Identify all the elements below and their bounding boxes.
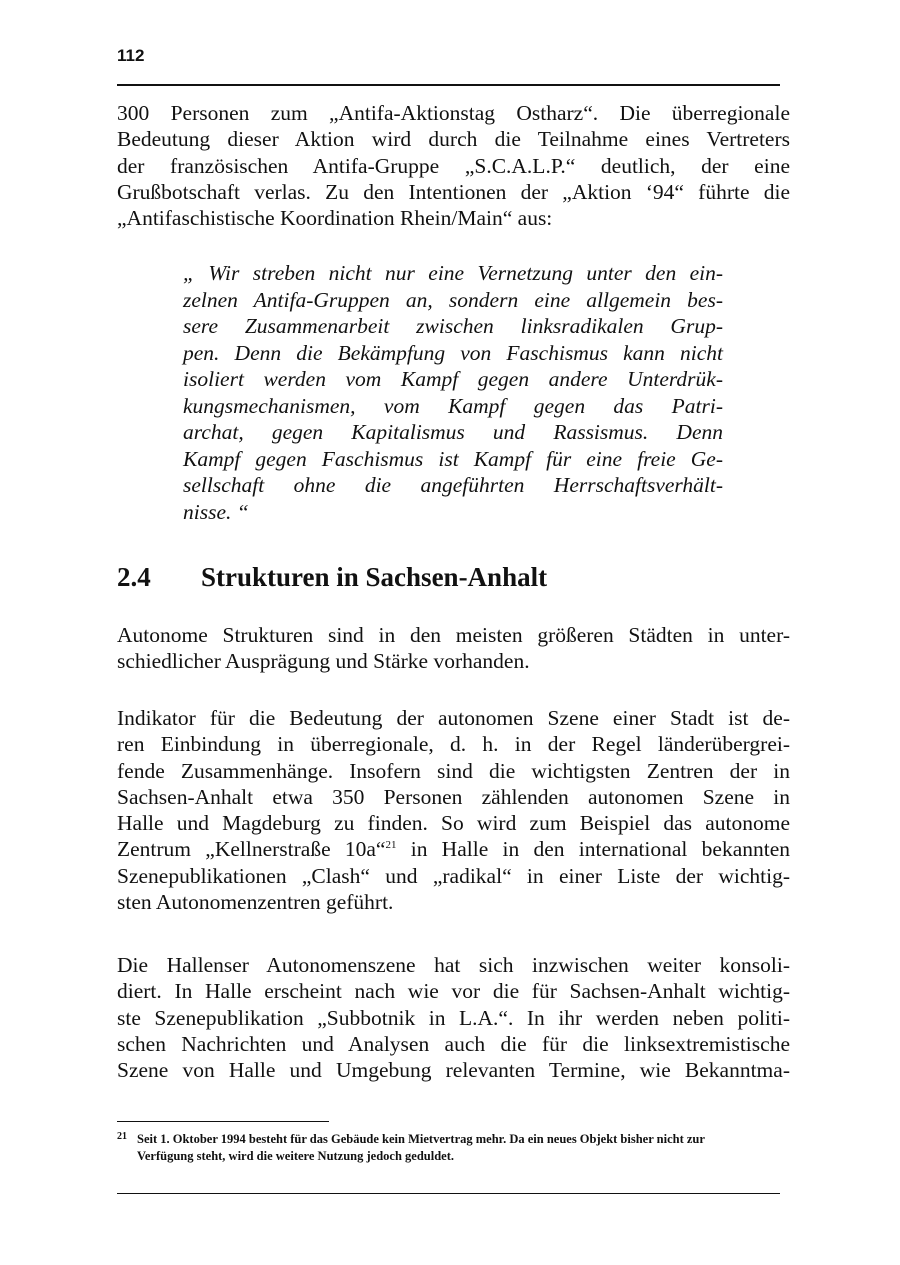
text-line: schiedlicher Ausprägung und Stärke vorhanden. xyxy=(117,649,530,674)
text-segment: in Halle in den international bekannten xyxy=(396,837,790,862)
text-line: 300 Personen zum „Antifa-Aktionstag Ostharz“. Die überregionale xyxy=(117,101,790,125)
text-line: ste Szenepublikation „Subbotnik in L.A.“. In ihr werden neben politi- xyxy=(117,1005,790,1030)
text-line: diert. In Halle erscheint nach wie vor die für Sachsen-Anhalt wichtig- xyxy=(117,979,790,1004)
footnote-line: Seit 1. Oktober 1994 besteht für das Gebäude kein Mietvertrag mehr. Da ein neues Objekt bisher nicht zur xyxy=(137,1132,705,1146)
text-line: der französischen Antifa-Gruppe „S.C.A.L.P.“ deutlich, der eine xyxy=(117,153,790,178)
footnote-reference[interactable]: 21 xyxy=(385,839,397,852)
text-line: ren Einbindung in überregionale, d. h. in der Regel länderübergrei- xyxy=(117,732,790,757)
page-number: 112 xyxy=(117,46,145,65)
section-heading xyxy=(117,562,547,593)
quote-line: archat, gegen Kapitalismus und Rassismus. Denn xyxy=(183,420,723,444)
quote-line: kungsmechanismen, vom Kampf gegen das Patri- xyxy=(183,393,723,418)
text-line: Indikator für die Bedeutung der autonomen Szene einer Stadt ist de- xyxy=(117,706,790,730)
text-line: Szene von Halle und Umgebung relevanten Termine, wie Bekanntma- xyxy=(117,1058,790,1083)
text-line: „Antifaschistische Koordination Rhein/Main“ aus: xyxy=(117,206,553,231)
text-line-with-footnote-ref xyxy=(117,836,790,862)
quote-line: zelnen Antifa-Gruppen an, sondern eine allgemein bes- xyxy=(183,287,723,312)
text-line: Halle und Magdeburg zu finden. So wird zum Beispiel das autonome xyxy=(117,811,790,836)
text-segment: Zentrum „Kellnerstraße 10a“ xyxy=(117,837,386,862)
footer-rule xyxy=(117,1193,780,1194)
text-line: Autonome Strukturen sind in den meisten größeren Städten in unter- xyxy=(117,623,790,647)
text-line: schen Nachrichten und Analysen auch die für die linksextremistische xyxy=(117,1031,790,1056)
paragraph-1 xyxy=(117,622,790,675)
text-line: Die Hallenser Autonomenszene hat sich inzwischen weiter konsoli- xyxy=(117,953,790,977)
quote-line: pen. Denn die Bekämpfung von Faschismus kann nicht xyxy=(183,340,723,365)
text-line: Sachsen-Anhalt etwa 350 Personen zählenden autonomen Szene in xyxy=(117,784,790,809)
quote-line: sellschaft ohne die angeführten Herrschaftsverhält- xyxy=(183,473,723,497)
quote-line: nisse. “ xyxy=(183,499,249,524)
block-quote xyxy=(183,260,723,525)
text-line: Grußbotschaft verlas. Zu den Intentionen der „Aktion ‘94“ führte die xyxy=(117,179,790,204)
footnote-number: 21 xyxy=(117,1131,127,1142)
text-line: sten Autonomenzentren geführt. xyxy=(117,890,394,915)
paragraph-3 xyxy=(117,952,790,1083)
quote-line: isoliert werden vom Kampf gegen andere Unterdrük- xyxy=(183,367,723,391)
paragraph-2 xyxy=(117,705,790,915)
text-line: fende Zusammenhänge. Insofern sind die wichtigsten Zentren der in xyxy=(117,758,790,783)
quote-line: „ Wir streben nicht nur eine Vernetzung unter den ein- xyxy=(183,261,723,285)
footnote-line: Verfügung steht, wird die weitere Nutzung jedoch geduldet. xyxy=(137,1149,455,1163)
section-title: Strukturen in Sachsen-Anhalt xyxy=(201,562,548,592)
footnote xyxy=(117,1131,787,1165)
header-rule xyxy=(117,84,780,86)
quote-line: Kampf gegen Faschismus ist Kampf für eine freie Ge- xyxy=(183,446,723,471)
section-number: 2.4 xyxy=(117,562,151,592)
text-line: Bedeutung dieser Aktion wird durch die Teilnahme eines Vertreters xyxy=(117,127,790,152)
text-line: Szenepublikationen „Clash“ und „radikal“ in einer Liste der wichtig- xyxy=(117,863,790,888)
intro-paragraph xyxy=(117,100,790,231)
footnote-rule xyxy=(117,1121,329,1122)
quote-line: sere Zusammenarbeit zwischen linksradikalen Grup- xyxy=(183,314,723,338)
